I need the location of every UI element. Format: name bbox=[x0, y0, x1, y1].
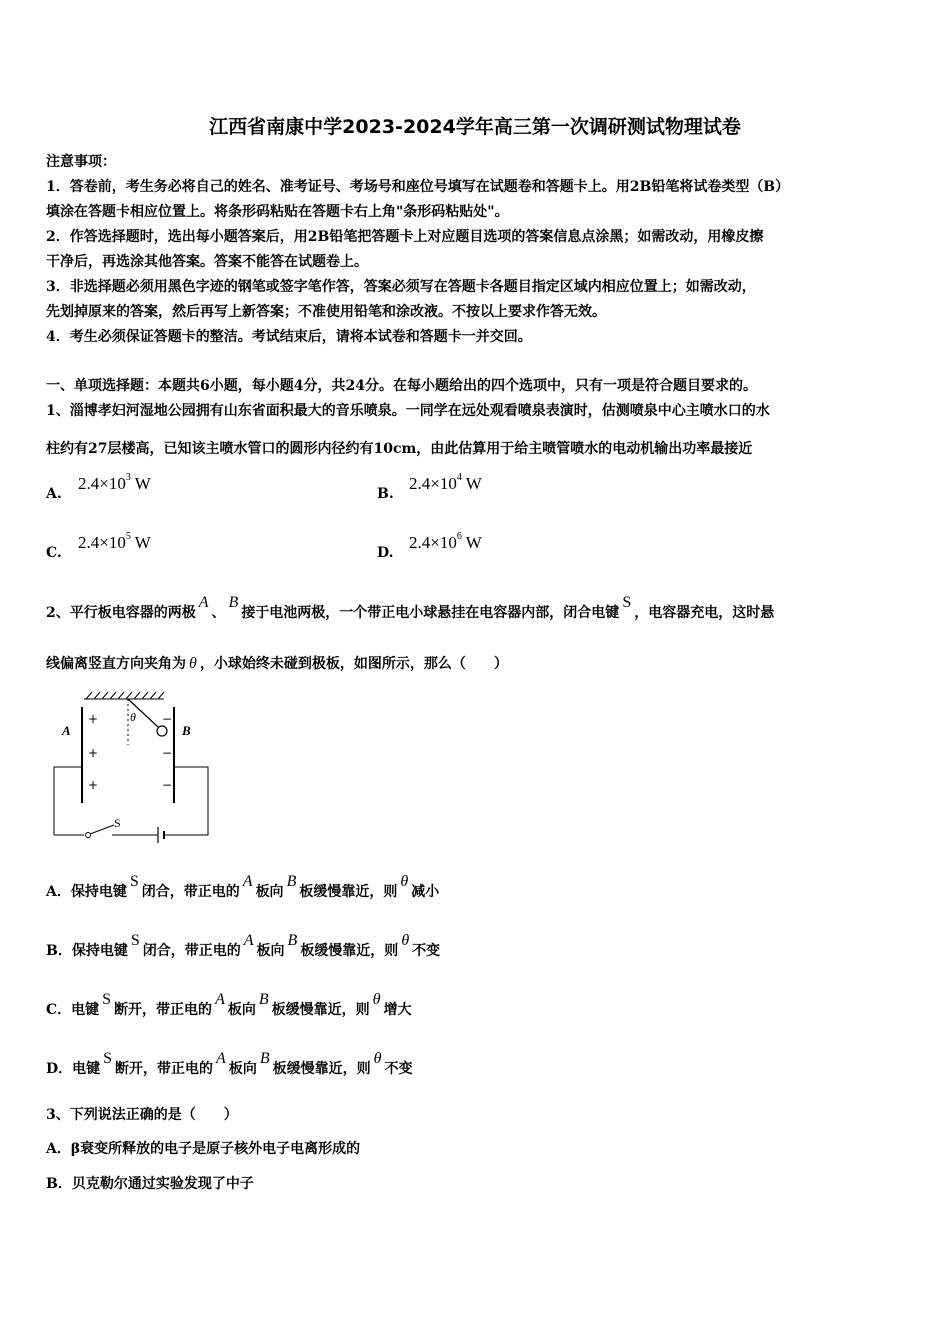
page-title: 江西省南康中学2023-2024学年高三第一次调研测试物理试卷 bbox=[209, 116, 741, 138]
plus-sign: + bbox=[88, 778, 99, 792]
question-3-stem: 3、下列说法正确的是（ ） bbox=[46, 1107, 238, 1123]
charged-ball bbox=[157, 726, 167, 736]
label-b: B bbox=[182, 723, 191, 738]
switch-label: S bbox=[114, 816, 121, 830]
capacitor-diagram bbox=[46, 685, 216, 845]
question-1-stem: 1、淄博孝妇河湿地公园拥有山东省面积最大的音乐喷泉。一同学在远处观看喷泉表演时，估测喷泉中心主喷水口的水 bbox=[46, 403, 770, 419]
minus-sign: − bbox=[162, 712, 173, 726]
option-b-formula: $2.4\times 10^4$ W bbox=[409, 472, 482, 493]
option-c-formula: $2.4\times 10^5$ W bbox=[78, 531, 151, 552]
option-letter: C. bbox=[46, 545, 62, 561]
label-a: A bbox=[62, 723, 71, 738]
notice-line: 先划掉原来的答案，然后再写上新答案；不准使用铅笔和涂改液。不按以上要求作答无效。 bbox=[46, 304, 606, 320]
notice-line: 2．作答选择题时，选出每小题答案后，用2B铅笔把答题卡上对应题目选项的答案信息点涂黑；如需改动，用橡皮擦 bbox=[46, 229, 764, 245]
option-a-formula: $2.4\times 10^3$ W bbox=[78, 472, 151, 493]
question-2-stem: 线偏离竖直方向夹角为 θ ，小球始终未碰到极板，如图所示，那么（ ） bbox=[46, 655, 508, 672]
question-3-option: A．β衰变所释放的电子是原子核外电子电离形成的 bbox=[46, 1141, 361, 1157]
circuit-wire bbox=[170, 767, 208, 835]
notice-line: 1．答卷前，考生务必将自己的姓名、准考证号、考场号和座位号填写在试题卷和答题卡上。用2B铅笔将试卷类型（B） bbox=[46, 179, 790, 195]
notice-line: 4．考生必须保证答题卡的整洁。考试结束后，请将本试卷和答题卡一并交回。 bbox=[46, 329, 532, 345]
minus-sign: − bbox=[162, 778, 173, 792]
circuit-wire bbox=[54, 767, 84, 835]
question-2-option-d: D．电键S断开，带正电的A板向B板缓慢靠近，则θ不变 bbox=[46, 1050, 413, 1077]
option-d-formula: $2.4\times 10^6$ W bbox=[409, 531, 482, 552]
theta-label: θ bbox=[130, 710, 136, 724]
plus-sign: + bbox=[88, 712, 99, 726]
question-3-option: B．贝克勒尔通过实验发现了中子 bbox=[46, 1176, 254, 1192]
minus-sign: − bbox=[162, 746, 173, 760]
question-2-stem: 2、平行板电容器的两极A、B接于电池两极，一个带正电小球悬挂在电容器内部，闭合电键S，电容器充电，这时悬 bbox=[46, 594, 775, 621]
option-letter: A. bbox=[46, 486, 62, 502]
question-2-option-b: B．保持电键S闭合，带正电的A板向B板缓慢靠近，则θ不变 bbox=[46, 932, 441, 959]
plus-sign: + bbox=[88, 746, 99, 760]
notice-heading: 注意事项： bbox=[46, 154, 116, 170]
notice-line: 3．非选择题必须用黑色字迹的钢笔或签字笔作答，答案必须写在答题卡各题目指定区域内相应位置上；如需改动， bbox=[46, 279, 756, 295]
option-letter: B. bbox=[377, 486, 394, 502]
option-letter: D. bbox=[377, 545, 394, 561]
question-1-stem: 柱约有27层楼高，已知该主喷水管口的圆形内径约有10cm，由此估算用于给主喷管喷水的电动机输出功率最接近 bbox=[46, 441, 753, 457]
question-2-option-c: C．电键S断开，带正电的A板向B板缓慢靠近，则θ增大 bbox=[46, 991, 412, 1018]
notice-line: 干净后，再选涂其他答案。答案不能答在试题卷上。 bbox=[46, 254, 368, 270]
switch-contact bbox=[86, 833, 91, 838]
switch-lever bbox=[90, 825, 114, 834]
notice-line: 填涂在答题卡相应位置上。将条形码粘贴在答题卡右上角"条形码粘贴处"。 bbox=[46, 204, 509, 220]
ceiling-hatch bbox=[84, 692, 164, 699]
section-heading: 一、单项选择题：本题共6小题，每小题4分，共24分。在每小题给出的四个选项中，只有一项是符合题目要求的。 bbox=[46, 378, 757, 394]
question-2-option-a: A．保持电键S闭合，带正电的A板向B板缓慢靠近，则θ减小 bbox=[46, 873, 440, 900]
